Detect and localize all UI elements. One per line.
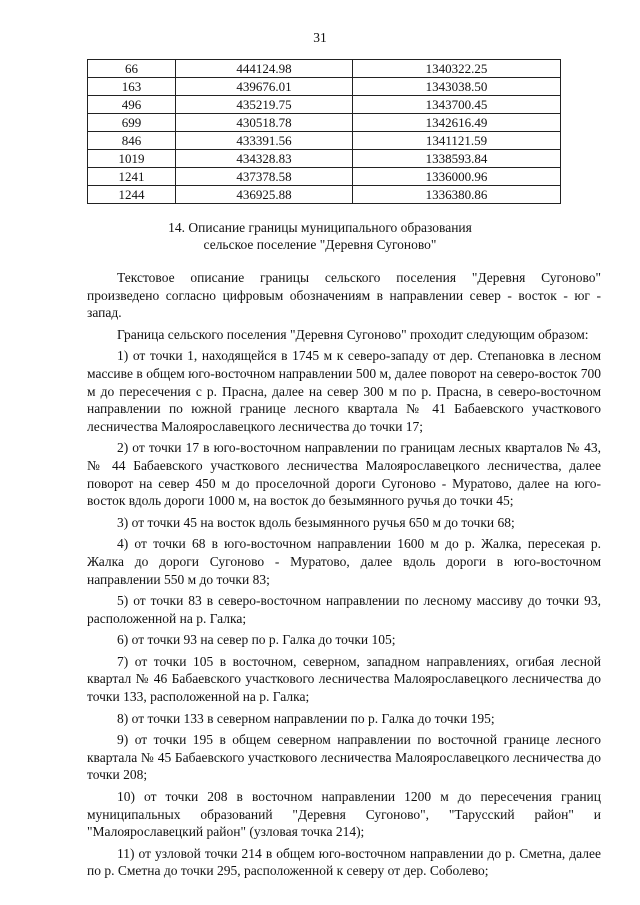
table-row [88, 78, 561, 96]
coordinates-table [87, 59, 561, 204]
section-heading-line-1: 14. Описание границы муниципального образования [168, 220, 472, 235]
point-number-cell: 66 [88, 60, 176, 78]
x-coordinate-cell: 430518.78 [176, 114, 353, 132]
point-number-cell: 846 [88, 132, 176, 150]
paragraph: 9) от точки 195 в общем северном направлении по восточной границе лесного квартала № 45 Бабаевского участкового лесничества Малоярославецкого лесничества до точки 208; [87, 732, 601, 783]
paragraph: 3) от точки 45 на восток вдоль безымянного ручья 650 м до точки 68; [117, 514, 515, 530]
y-coordinate-cell: 1338593.84 [353, 150, 561, 168]
paragraph: 8) от точки 133 в северном направлении по р. Галка до точки 195; [117, 710, 495, 726]
y-coordinate-cell: 1340322.25 [353, 60, 561, 78]
point-number-cell: 1241 [88, 168, 176, 186]
point-number-cell: 496 [88, 96, 176, 114]
paragraph: 2) от точки 17 в юго-восточном направлении по границам лесных кварталов № 43, № 44 Бабаевского участкового лесничества Малоярославецкого лесничества, далее поворот на север 450 м до проселочной дороги Сугоново - Муратово, далее на юго-восток вдоль дороги 1000 м, на восток до безымянного ручья до точки 45; [87, 440, 601, 509]
y-coordinate-cell: 1341121.59 [353, 132, 561, 150]
y-coordinate-cell: 1336000.96 [353, 168, 561, 186]
point-number-cell: 1244 [88, 186, 176, 204]
x-coordinate-cell: 434328.83 [176, 150, 353, 168]
section-body [87, 269, 601, 884]
x-coordinate-cell: 444124.98 [176, 60, 353, 78]
table-row [88, 60, 561, 78]
x-coordinate-cell: 433391.56 [176, 132, 353, 150]
paragraph: 5) от точки 83 в северо-восточном направлении по лесному массиву до точки 93, расположенной на р. Галка; [87, 593, 601, 626]
point-number-cell: 163 [88, 78, 176, 96]
section-heading [0, 219, 640, 253]
y-coordinate-cell: 1342616.49 [353, 114, 561, 132]
table-row [88, 150, 561, 168]
x-coordinate-cell: 435219.75 [176, 96, 353, 114]
paragraph: Текстовое описание границы сельского поселения "Деревня Сугоново" произведено согласно цифровым обозначениям в направлении север - восток - юг - запад. [87, 270, 601, 321]
x-coordinate-cell: 439676.01 [176, 78, 353, 96]
table-row [88, 96, 561, 114]
table-row [88, 186, 561, 204]
section-heading-line-2: сельское поселение "Деревня Сугоново" [203, 237, 437, 252]
x-coordinate-cell: 437378.58 [176, 168, 353, 186]
paragraph: 6) от точки 93 на север по р. Галка до точки 105; [117, 632, 396, 648]
paragraph: Граница сельского поселения "Деревня Сугоново" проходит следующим образом: [117, 326, 589, 342]
paragraph: 10) от точки 208 в восточном направлении 1200 м до пересечения границ муниципальных образований "Деревня Сугоново", "Тарусский район" и "Малоярославецкий район" (узловая точка 214); [87, 789, 601, 840]
point-number-cell: 699 [88, 114, 176, 132]
y-coordinate-cell: 1343700.45 [353, 96, 561, 114]
table-row [88, 114, 561, 132]
paragraph: 7) от точки 105 в восточном, северном, западном направлениях, огибая лесной квартал № 46 Бабаевского участкового лесничества Малоярославецкого лесничества до точки 133, расположенной на р. Галка; [87, 653, 601, 705]
table-row [88, 132, 561, 150]
paragraph: 1) от точки 1, находящейся в 1745 м к северо-западу от дер. Степановка в лесном массиве в общем юго-восточном направлении 500 м, далее поворот на северо-восток 700 м до пересечения с р. Прасна, далее на север 300 м по р. Прасна, в северо-восточном направлении по южной границе лесного квартала № 41 Бабаевского участкового лесничества Малоярославецкого лесничества до точки 17; [87, 348, 601, 434]
table-row [88, 168, 561, 186]
paragraph: 11) от узловой точки 214 в общем юго-восточном направлении до р. Сметна, далее по р. Сметна до точки 295, расположенной к северу от дер. Соболево; [87, 845, 601, 879]
point-number-cell: 1019 [88, 150, 176, 168]
y-coordinate-cell: 1343038.50 [353, 78, 561, 96]
page-number: 31 [313, 30, 327, 45]
paragraph: 4) от точки 68 в юго-восточном направлении 1600 м до р. Жалка, пересекая р. Жалка до дороги Сугоново - Муратово, далее вдоль дороги в юго-восточном направлении 550 м до точки 83; [87, 536, 601, 587]
y-coordinate-cell: 1336380.86 [353, 186, 561, 204]
x-coordinate-cell: 436925.88 [176, 186, 353, 204]
